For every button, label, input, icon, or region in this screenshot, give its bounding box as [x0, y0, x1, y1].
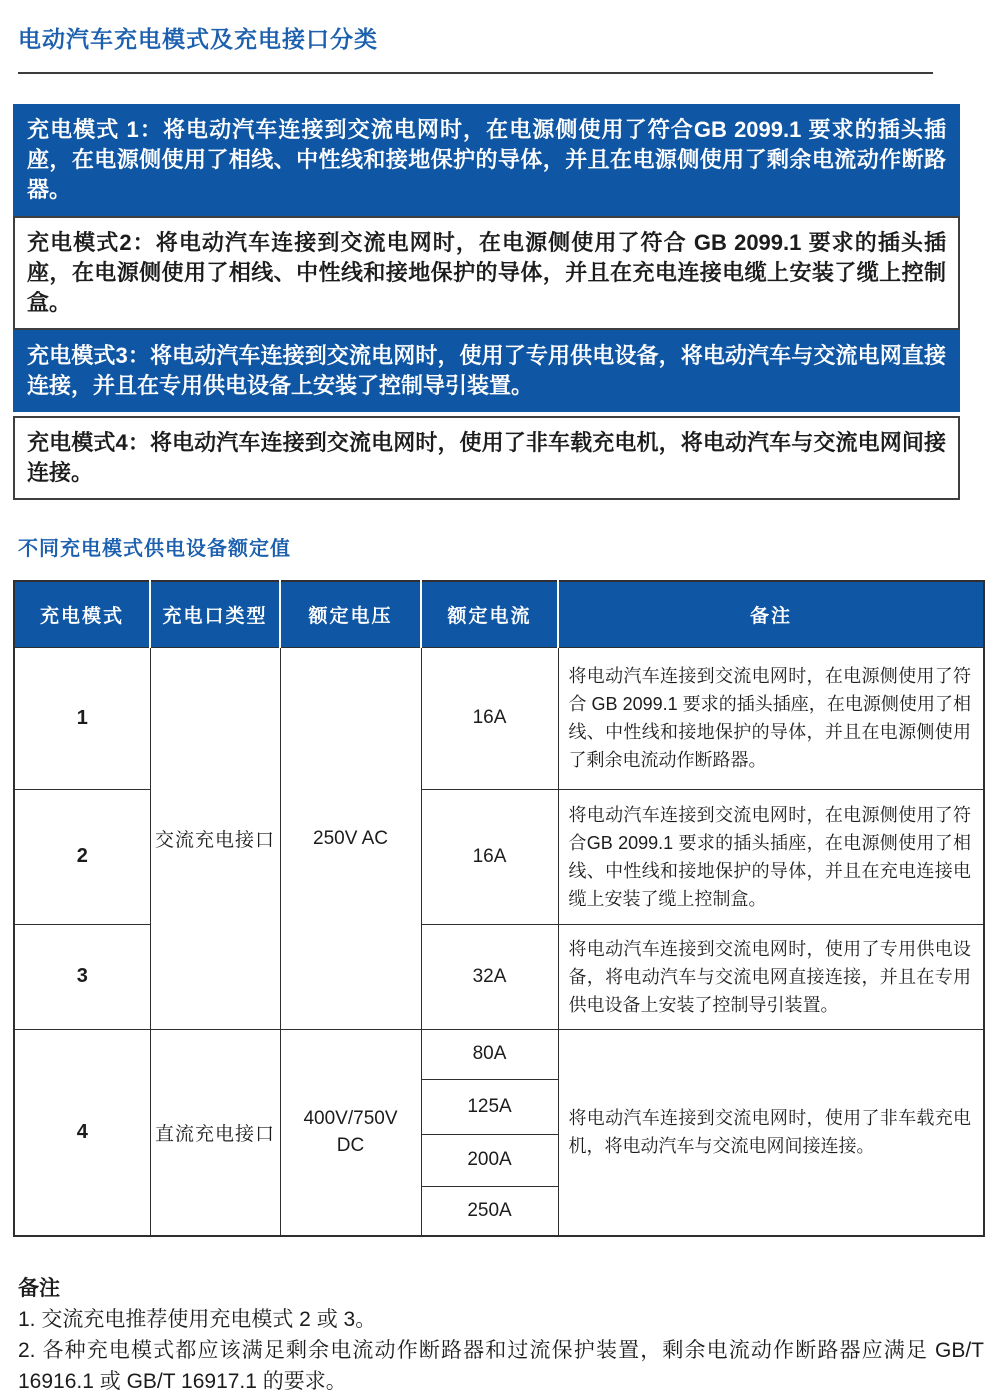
mode-1-text: 将电动汽车连接到交流电网时，在电源侧使用了符合GB 2099.1 要求的插头插座，在电源侧使用了相线、中性线和接地保护的导体，并且在电源侧使用了剩余电流动作断路器。: [27, 117, 946, 202]
current-cell-dc-200a: 200A: [421, 1134, 558, 1186]
ac-interface-type-cell: 交流充电接口: [150, 647, 280, 1029]
ratings-section-title: 不同充电模式供电设备额定值: [18, 538, 291, 560]
ac-voltage-cell: 250V AC: [280, 647, 421, 1029]
current-cell-dc-80a: 80A: [421, 1029, 558, 1079]
mode-3-text: 将电动汽车连接到交流电网时，使用了专用供电设备，将电动汽车与交流电网直接连接，并且在专用供电设备上安装了控制导引装置。: [27, 343, 946, 398]
table-header-row: [14, 581, 984, 647]
col-header-remark: 备注: [558, 581, 984, 647]
dc-voltage-cell: [280, 1029, 421, 1236]
note-item-1: 1. 交流充电推荐使用充电模式 2 或 3。: [18, 1308, 377, 1331]
charging-mode-definitions: [13, 104, 960, 500]
col-header-interface-type: 充电口类型: [150, 581, 280, 647]
mode-3-block: [13, 330, 960, 412]
mode-cell-3: 3: [14, 924, 150, 1029]
mode-1-label: 充电模式 1：: [27, 117, 163, 142]
mode-2-text: 将电动汽车连接到交流电网时，在电源侧使用了符合 GB 2099.1 要求的插头插座，在电源侧使用了相线、中性线和接地保护的导体，并且在充电连接电缆上安装了缆上控制盒。: [27, 230, 946, 315]
mode-4-text: 将电动汽车连接到交流电网时，使用了非车载充电机，将电动汽车与交流电网间接连接。: [27, 430, 946, 485]
ratings-table: [13, 580, 985, 1237]
note-item-2: 2. 各种充电模式都应该满足剩余电流动作断路器和过流保护装置，剩余电流动作断路器应满足 GB/T 16916.1 或 GB/T 16917.1 的要求。: [18, 1339, 984, 1393]
current-cell-mode-2: 16A: [421, 789, 558, 924]
remark-cell-mode-4: 将电动汽车连接到交流电网时，使用了非车载充电机，将电动汽车与交流电网间接连接。: [558, 1029, 984, 1236]
current-cell-dc-250a: 250A: [421, 1186, 558, 1236]
mode-4-block: [13, 416, 960, 500]
col-header-rated-current: 额定电流: [421, 581, 558, 647]
mode-2-block: [13, 216, 960, 330]
current-cell-mode-3: 32A: [421, 924, 558, 1029]
remark-cell-mode-1: 将电动汽车连接到交流电网时，在电源侧使用了符合 GB 2099.1 要求的插头插座，在电源侧使用了相线、中性线和接地保护的导体，并且在电源侧使用了剩余电流动作断路器。: [558, 647, 984, 789]
table-row-mode-1: [14, 647, 984, 789]
col-header-charging-mode: 充电模式: [14, 581, 150, 647]
mode-2-label: 充电模式2：: [27, 230, 156, 255]
col-header-rated-voltage: 额定电压: [280, 581, 421, 647]
mode-1-block: [13, 104, 960, 216]
title-divider: [18, 72, 933, 74]
notes-heading: 备注: [18, 1277, 60, 1300]
dc-voltage-line1: 400V/750V: [303, 1108, 398, 1130]
page-title: 电动汽车充电模式及充电接口分类: [18, 26, 378, 52]
remark-cell-mode-3: 将电动汽车连接到交流电网时，使用了专用供电设备，将电动汽车与交流电网直接连接，并且在专用供电设备上安装了控制导引装置。: [558, 924, 984, 1029]
current-cell-mode-1: 16A: [421, 647, 558, 789]
remark-cell-mode-2: 将电动汽车连接到交流电网时，在电源侧使用了符合GB 2099.1 要求的插头插座，在电源侧使用了相线、中性线和接地保护的导体，并且在充电连接电缆上安装了缆上控制盒。: [558, 789, 984, 924]
current-cell-dc-125a: 125A: [421, 1079, 558, 1134]
mode-cell-1: 1: [14, 647, 150, 789]
mode-4-label: 充电模式4：: [27, 430, 150, 455]
dc-voltage-line2: DC: [336, 1135, 365, 1157]
mode-3-label: 充电模式3：: [27, 343, 150, 368]
table-row-mode-4: [14, 1029, 984, 1079]
mode-cell-2: 2: [14, 789, 150, 924]
notes-section: [18, 1273, 984, 1397]
dc-interface-type-cell: 直流充电接口: [150, 1029, 280, 1236]
mode-cell-4: 4: [14, 1029, 150, 1236]
